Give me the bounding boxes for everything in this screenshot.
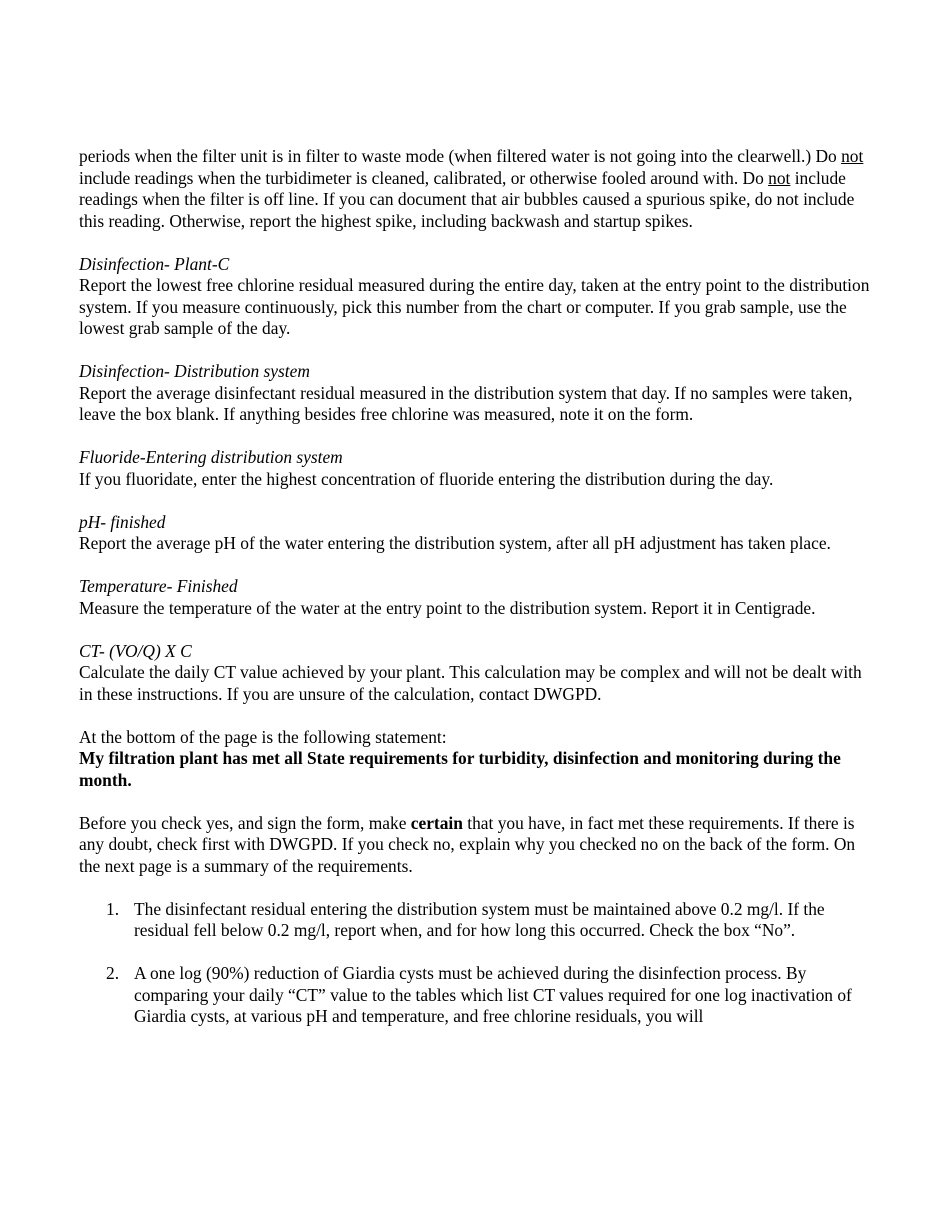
statement-intro: At the bottom of the page is the following statement:	[79, 726, 447, 747]
section-body: Report the lowest free chlorine residual measured during the entire day, taken at the entry point to the distribution system. If you measure continuously, pick this number from the chart or computer. If you grab sample, use the lowest grab sample of the day.	[79, 275, 870, 338]
list-item	[79, 963, 879, 1028]
section-ct	[79, 641, 879, 706]
document-page	[79, 146, 879, 1049]
section-temperature	[79, 576, 879, 619]
requirements-list	[79, 899, 879, 1028]
statement-text: My filtration plant has met all State requirements for turbidity, disinfection and monitoring during the month.	[79, 748, 841, 790]
section-disinfection-plant	[79, 254, 879, 340]
check-text-after: that you have, in fact met these requirements. If there is any doubt, check first with DWGPD. If you check no, explain why you checked no on the back of the form. On the next page is a summary of the requirements.	[79, 812, 856, 876]
section-body: Report the average disinfectant residual measured in the distribution system that day. If no samples were taken, leave the box blank. If anything besides free chlorine was measured, note it on the form.	[79, 382, 853, 424]
check-emphasis: certain	[410, 812, 463, 833]
check-paragraph	[79, 813, 879, 878]
intro-not-2: not	[768, 167, 791, 188]
section-heading: pH- finished	[79, 511, 166, 532]
intro-text-1: periods when the filter unit is in filter to waste mode (when filtered water is not going into the clearwell.) Do	[79, 146, 842, 166]
list-item-number: 1.	[106, 898, 120, 919]
list-item-text: A one log (90%) reduction of Giardia cysts must be achieved during the disinfection process. By comparing your daily “CT” value to the tables which list CT values required for one log inactivation of Giardia cysts, at various pH and temperature, and free chlorine residuals, you will	[134, 963, 852, 1026]
check-text-before: Before you check yes, and sign the form, make	[79, 812, 411, 833]
intro-text-3: include readings when the filter is off line. If you can document that air bubbles caused a spurious spike, do not include this reading. Otherwise, report the highest spike, including backwash and startup spikes.	[79, 167, 855, 231]
section-heading: Fluoride-Entering distribution system	[79, 447, 343, 467]
list-item-text: The disinfectant residual entering the distribution system must be maintained above 0.2 mg/l. If the residual fell below 0.2 mg/l, report when, and for how long this occurred. Check the box “No”.	[134, 898, 825, 940]
section-heading: CT- (VO/Q) X C	[79, 640, 192, 661]
intro-paragraph	[79, 146, 879, 232]
section-ph	[79, 512, 879, 555]
list-item-number: 2.	[106, 963, 120, 983]
intro-not-1: not	[841, 146, 864, 166]
section-heading: Disinfection- Distribution system	[79, 361, 310, 381]
statement-block	[79, 727, 879, 792]
section-body: If you fluoridate, enter the highest concentration of fluoride entering the distribution during the day.	[79, 468, 774, 489]
section-heading: Temperature- Finished	[79, 576, 238, 596]
section-body: Calculate the daily CT value achieved by your plant. This calculation may be complex and will not be dealt with in these instructions. If you are unsure of the calculation, contact DWGPD.	[79, 662, 862, 704]
section-disinfection-distribution	[79, 361, 879, 426]
intro-text-2: include readings when the turbidimeter is cleaned, calibrated, or otherwise fooled around with. Do	[79, 167, 769, 188]
section-heading: Disinfection- Plant-C	[79, 253, 230, 274]
section-fluoride	[79, 447, 879, 490]
section-body: Measure the temperature of the water at the entry point to the distribution system. Report it in Centigrade.	[79, 597, 816, 618]
list-item	[79, 899, 879, 942]
section-body: Report the average pH of the water entering the distribution system, after all pH adjustment has taken place.	[79, 533, 831, 553]
